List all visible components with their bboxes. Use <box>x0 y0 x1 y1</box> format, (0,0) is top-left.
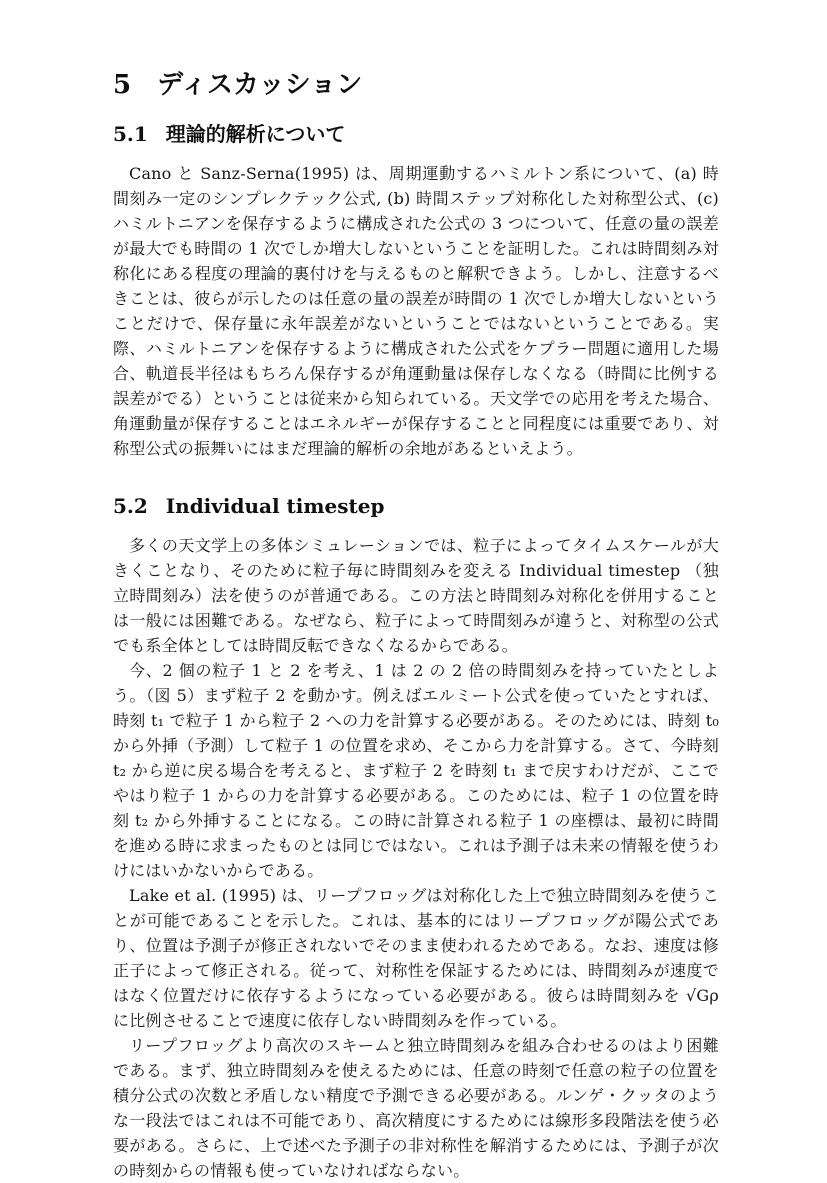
text-column <box>113 70 719 1183</box>
subsection-heading-5-2 <box>113 494 719 518</box>
paragraph-5-2-2: 今、2 個の粒子 1 と 2 を考え、1 は 2 の 2 倍の時間刻みを持っていたとしよう。（図 5）まず粒子 2 を動かす。例えばエルミート公式を使っていたとすれば、時刻 t₁ で粒子 1 から粒子 2 への力を計算する必要がある。そのためには、時刻 t₀ から外挿（予測）して粒子 1 の位置を求め、そこから力を計算する。さて、今時刻 t₂ から逆に戻る場合を考えると、まず粒子 2 を時刻 t₁ まで戻すわけだが、ここでやはり粒子 1 からの力を計算する必要がある。このためには、粒子 1 の位置を時刻 t₂ から外挿することになる。この時に計算される粒子 1 の座標は、最初に時間を進める時に求まったものとは同じではない。これは予測子は未来の情報を使うわけにはいかないからである。 <box>113 661 719 880</box>
paragraph-5-2-4: リープフロッグより高次のスキームと独立時間刻みを組み合わせるのはより困難である。まず、独立時間刻みを使えるためには、任意の時刻で任意の粒子の位置を積分公式の次数と矛盾しない精度で予測できる必要がある。ルンゲ・クッタのような一段法ではこれは不可能であり、高次精度にするためには線形多段階法を使う必要がある。さらに、上で述べた予測子の非対称性を解消するためには、予測子が次の時刻からの情報も使っていなければならない。 <box>113 1036 719 1180</box>
paragraph-5-2-3: Lake et al. (1995) は、リープフロッグは対称化した上で独立時間刻みを使うことが可能であることを示した。これは、基本的にはリープフロッグが陽公式であり、位置は予測子が修正されないでそのまま使われるためである。なお、速度は修正子によって修正される。従って、対称性を保証するためには、時間刻みが速度ではなく位置だけに依存するようになっている必要がある。彼らは時間刻みを √Gρ に比例させることで速度に依存しない時間刻みを作っている。 <box>113 886 719 1030</box>
subsection-5-1-title: 理論的解析について <box>165 122 346 146</box>
paragraph-5-1-1: Cano と Sanz-Serna(1995) は、周期運動するハミルトン系について、(a) 時間刻み一定のシンプレクテック公式, (b) 時間ステップ対称化した対称型公式、(c) ハミルトニアンを保存するように構成された公式の 3 つについて、任意の量の誤差が最大でも時間の 1 次でしか増大しないということを証明した。これは時間刻み対称化にある程度の理論的裏付けを与えるものと解釈できよう。しかし、注意するべきことは、彼らが示したのは任意の量の誤差が時間の 1 次でしか増大しないということだけで、保存量に永年誤差がないということではないということである。実際、ハミルトニアンを保存するように構成された公式をケプラー問題に適用した場合、軌道長半径はもちろん保存するが角運動量は保存しなくなる（時間に比例する誤差がでる）ということは従来から知られている。天文学での応用を考えた場合、角運動量が保存することはエネルギーが保存することと同程度には重要であり、対称型公式の振舞いにはまだ理論的解析の余地があるといえよう。 <box>113 164 719 458</box>
subsection-5-2-number: 5.2 <box>113 494 148 518</box>
subsection-5-1-number: 5.1 <box>113 122 148 146</box>
subsection-heading-5-1 <box>113 122 719 146</box>
section-title: ディスカッション <box>157 70 363 100</box>
subsection-5-2-title: Individual timestep <box>165 494 385 518</box>
section-heading <box>113 70 719 100</box>
section-number: 5 <box>113 70 132 100</box>
paragraph-5-2-1: 多くの天文学上の多体シミュレーションでは、粒子によってタイムスケールが大きくことなり、そのために粒子毎に時間刻みを変える Individual timestep （独立時間刻み）法を使うのが普通である。この方法と時間刻み対称化を併用することは一般には困難である。なぜなら、粒子によって時間刻みが違うと、対称型の公式でも系全体としては時間反転できなくなるからである。 <box>113 536 719 655</box>
